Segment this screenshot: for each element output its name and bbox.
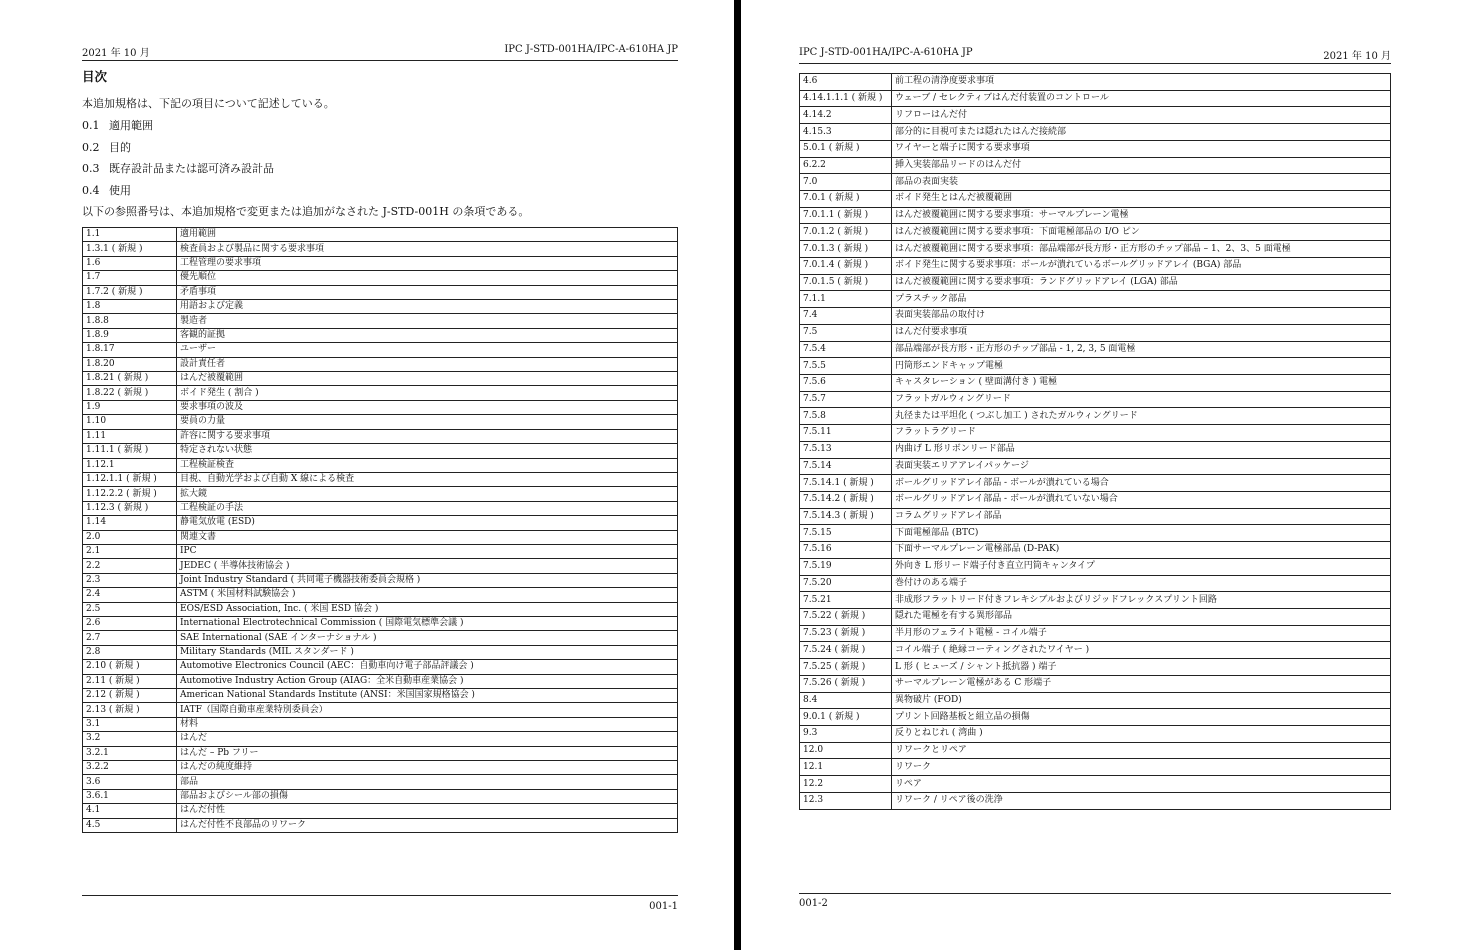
table-row bbox=[800, 726, 1391, 743]
header-date: 2021 年 10 月 bbox=[82, 48, 150, 59]
section-number: 2.0 bbox=[83, 530, 177, 544]
table-row bbox=[800, 207, 1391, 224]
section-number: 3.6.1 bbox=[83, 789, 177, 803]
scope-number: 0.1 bbox=[82, 119, 100, 132]
table-row bbox=[83, 300, 678, 314]
section-number: 1.8.9 bbox=[83, 328, 177, 342]
section-number: 3.2.1 bbox=[83, 746, 177, 760]
section-title: 目視、自動光学および自動 X 線による検査 bbox=[177, 472, 678, 486]
section-title: 前工程の清浄度要求事項 bbox=[892, 74, 1391, 91]
table-row bbox=[83, 761, 678, 775]
section-number: 1.3.1 ( 新規 ) bbox=[83, 242, 177, 256]
table-row bbox=[83, 689, 678, 703]
table-row bbox=[800, 374, 1391, 391]
section-title: 静電気放電 (ESD) bbox=[177, 516, 678, 530]
table-row bbox=[83, 530, 678, 544]
section-title: はんだ bbox=[177, 732, 678, 746]
table-row bbox=[800, 609, 1391, 626]
section-number: 2.13 ( 新規 ) bbox=[83, 703, 177, 717]
section-title: 下面電極部品 (BTC) bbox=[892, 525, 1391, 542]
section-number: 3.2.2 bbox=[83, 761, 177, 775]
section-title: 部分的に目視可または隠れたはんだ接続部 bbox=[892, 124, 1391, 141]
table-row bbox=[800, 692, 1391, 709]
table-row bbox=[83, 544, 678, 558]
section-number: 7.1.1 bbox=[800, 291, 892, 308]
section-title: 挿入実装部品リードのはんだ付 bbox=[892, 157, 1391, 174]
table-row bbox=[83, 804, 678, 818]
table-row bbox=[83, 372, 678, 386]
table-row bbox=[83, 357, 678, 371]
table-row bbox=[800, 508, 1391, 525]
section-title: 部品端部が長方形・正方形のチップ部品 - 1, 2, 3, 5 面電極 bbox=[892, 341, 1391, 358]
section-title: ボイド発生に関する要求事項：ボールが潰れているボールグリッドアレイ (BGA) 部品 bbox=[892, 257, 1391, 274]
table-row bbox=[800, 425, 1391, 442]
section-number: 7.5.26 ( 新規 ) bbox=[800, 675, 892, 692]
section-title: 工程管理の要求事項 bbox=[177, 256, 678, 270]
page-number: 001-2 bbox=[799, 898, 828, 909]
section-number: 1.14 bbox=[83, 516, 177, 530]
table-row bbox=[800, 157, 1391, 174]
scope-item bbox=[82, 182, 131, 198]
section-title: はんだ付要求事項 bbox=[892, 324, 1391, 341]
section-number: 2.11 ( 新規 ) bbox=[83, 674, 177, 688]
section-title: ボールグリッドアレイ部品 - ボールが潰れている場合 bbox=[892, 475, 1391, 492]
section-title: はんだ被覆範囲に関する要求事項：下面電極部品の I/O ピン bbox=[892, 224, 1391, 241]
table-row bbox=[800, 191, 1391, 208]
section-title: ウェーブ / セレクティブはんだ付装置のコントロール bbox=[892, 90, 1391, 107]
section-number: 4.14.2 bbox=[800, 107, 892, 124]
section-title: 隠れた電極を有する異形部品 bbox=[892, 609, 1391, 626]
table-row bbox=[83, 516, 678, 530]
section-title: Joint Industry Standard ( 共同電子機器技術委員会規格 ) bbox=[177, 573, 678, 587]
section-number: 1.11.1 ( 新規 ) bbox=[83, 444, 177, 458]
table-row bbox=[800, 257, 1391, 274]
scope-text: 使用 bbox=[109, 184, 131, 197]
section-title: はんだ付性 bbox=[177, 804, 678, 818]
scope-text: 目的 bbox=[109, 141, 131, 154]
section-number: 9.0.1 ( 新規 ) bbox=[800, 709, 892, 726]
section-title: 丸径または平坦化 ( つぶし加工 ) されたガルウィングリード bbox=[892, 408, 1391, 425]
section-number: 1.8.17 bbox=[83, 343, 177, 357]
table-row bbox=[83, 818, 678, 832]
section-number: 7.5.14.1 ( 新規 ) bbox=[800, 475, 892, 492]
section-title: フラットガルウィングリード bbox=[892, 391, 1391, 408]
section-number: 7.0.1.3 ( 新規 ) bbox=[800, 241, 892, 258]
section-number: 9.3 bbox=[800, 726, 892, 743]
table-row bbox=[83, 444, 678, 458]
section-title: Automotive Electronics Council (AEC：自動車向け電子部品評議会 ) bbox=[177, 660, 678, 674]
section-title: キャスタレーション ( 壁面溝付き ) 電極 bbox=[892, 374, 1391, 391]
section-title: EOS/ESD Association, Inc. ( 米国 ESD 協会 ) bbox=[177, 602, 678, 616]
section-title: 客観的証拠 bbox=[177, 328, 678, 342]
section-number: 7.0.1.2 ( 新規 ) bbox=[800, 224, 892, 241]
section-title: 特定されない状態 bbox=[177, 444, 678, 458]
section-number: 1.8.22 ( 新規 ) bbox=[83, 386, 177, 400]
table-row bbox=[83, 472, 678, 486]
table-row bbox=[83, 746, 678, 760]
section-title: コイル端子 ( 絶縁コーティングされたワイヤー ) bbox=[892, 642, 1391, 659]
section-title: 非成形フラットリード付きフレキシブルおよびリジッドフレックスプリント回路 bbox=[892, 592, 1391, 609]
section-number: 7.5.24 ( 新規 ) bbox=[800, 642, 892, 659]
section-number: 2.5 bbox=[83, 602, 177, 616]
footer-rule bbox=[82, 895, 678, 896]
table-row bbox=[83, 602, 678, 616]
section-number: 7.5.23 ( 新規 ) bbox=[800, 625, 892, 642]
section-number: 2.7 bbox=[83, 631, 177, 645]
section-title: L 形 ( ヒューズ / シャント抵抗器 ) 端子 bbox=[892, 659, 1391, 676]
section-title: 反りとねじれ ( 湾曲 ) bbox=[892, 726, 1391, 743]
section-title: 部品 bbox=[177, 775, 678, 789]
section-title: 表面実装部品の取付け bbox=[892, 308, 1391, 325]
section-title: リワーク / リペア後の洗浄 bbox=[892, 792, 1391, 809]
header-rule bbox=[799, 63, 1391, 64]
section-title: 外向き L 形リード端子付き直立円筒キャンタイプ bbox=[892, 558, 1391, 575]
scope-text: 既存設計品または認可済み設計品 bbox=[109, 162, 274, 175]
table-row bbox=[800, 74, 1391, 91]
section-number: 7.0.1.5 ( 新規 ) bbox=[800, 274, 892, 291]
section-title: ボールグリッドアレイ部品 - ボールが潰れていない場合 bbox=[892, 491, 1391, 508]
table-row bbox=[83, 631, 678, 645]
section-number: 7.5.14.3 ( 新規 ) bbox=[800, 508, 892, 525]
scope-number: 0.3 bbox=[82, 162, 100, 175]
section-number: 7.5.8 bbox=[800, 408, 892, 425]
scope-item bbox=[82, 117, 153, 133]
table-row bbox=[800, 291, 1391, 308]
section-title: はんだ – Pb フリー bbox=[177, 746, 678, 760]
header-date: 2021 年 10 月 bbox=[1323, 51, 1391, 62]
page-divider bbox=[734, 0, 741, 950]
table-row bbox=[800, 458, 1391, 475]
table-row bbox=[800, 90, 1391, 107]
section-number: 1.12.1 bbox=[83, 458, 177, 472]
header-doc-id: IPC J-STD-001HA/IPC-A-610HA JP bbox=[799, 47, 973, 58]
section-number: 1.12.3 ( 新規 ) bbox=[83, 501, 177, 515]
section-number: 2.12 ( 新規 ) bbox=[83, 689, 177, 703]
section-number: 1.8.20 bbox=[83, 357, 177, 371]
table-row bbox=[83, 386, 678, 400]
section-number: 1.12.1.1 ( 新規 ) bbox=[83, 472, 177, 486]
section-title: ASTM ( 米国材料試験協会 ) bbox=[177, 588, 678, 602]
section-number: 4.15.3 bbox=[800, 124, 892, 141]
table-row bbox=[83, 242, 678, 256]
section-title: 要求事項の波及 bbox=[177, 400, 678, 414]
section-title: 内曲げ L 形リボンリード部品 bbox=[892, 441, 1391, 458]
section-title: リフローはんだ付 bbox=[892, 107, 1391, 124]
section-number: 2.10 ( 新規 ) bbox=[83, 660, 177, 674]
section-title: はんだ付性不良部品のリワーク bbox=[177, 818, 678, 832]
section-number: 2.2 bbox=[83, 559, 177, 573]
table-row bbox=[83, 732, 678, 746]
section-title: 材料 bbox=[177, 717, 678, 731]
section-number: 2.6 bbox=[83, 616, 177, 630]
reference-table bbox=[82, 227, 678, 833]
table-row bbox=[800, 776, 1391, 793]
section-number: 12.0 bbox=[800, 742, 892, 759]
section-title: 異物破片 (FOD) bbox=[892, 692, 1391, 709]
table-row bbox=[800, 224, 1391, 241]
section-number: 7.0.1.4 ( 新規 ) bbox=[800, 257, 892, 274]
section-title: はんだ被覆範囲 bbox=[177, 372, 678, 386]
table-row bbox=[800, 792, 1391, 809]
reference-note: 以下の参照番号は、本追加規格で変更または追加がなされた J-STD-001H の条項である。 bbox=[82, 205, 530, 218]
section-title: 巻付けのある端子 bbox=[892, 575, 1391, 592]
section-number: 3.1 bbox=[83, 717, 177, 731]
section-number: 6.2.2 bbox=[800, 157, 892, 174]
table-row bbox=[800, 491, 1391, 508]
scope-item bbox=[82, 139, 131, 155]
section-number: 7.5.22 ( 新規 ) bbox=[800, 609, 892, 626]
table-row bbox=[83, 314, 678, 328]
section-number: 7.0.1.1 ( 新規 ) bbox=[800, 207, 892, 224]
table-row bbox=[83, 400, 678, 414]
section-title: 優先順位 bbox=[177, 271, 678, 285]
table-row bbox=[83, 415, 678, 429]
section-title: SAE International (SAE インターナショナル ) bbox=[177, 631, 678, 645]
table-row bbox=[800, 675, 1391, 692]
section-title: プリント回路基板と組立品の損傷 bbox=[892, 709, 1391, 726]
section-number: 12.3 bbox=[800, 792, 892, 809]
table-row bbox=[83, 228, 678, 242]
page-number: 001-1 bbox=[649, 901, 678, 912]
section-number: 7.5 bbox=[800, 324, 892, 341]
section-title: プラスチック部品 bbox=[892, 291, 1391, 308]
section-number: 7.5.19 bbox=[800, 558, 892, 575]
table-row bbox=[83, 674, 678, 688]
table-row bbox=[83, 501, 678, 515]
document-page-2 bbox=[741, 0, 1474, 950]
section-number: 12.1 bbox=[800, 759, 892, 776]
table-row bbox=[800, 341, 1391, 358]
section-title: リワークとリペア bbox=[892, 742, 1391, 759]
section-number: 4.14.1.1.1 ( 新規 ) bbox=[800, 90, 892, 107]
table-row bbox=[800, 742, 1391, 759]
table-row bbox=[800, 759, 1391, 776]
section-number: 3.6 bbox=[83, 775, 177, 789]
section-title: Automotive Industry Action Group (AIAG：全米自動車産業協会 ) bbox=[177, 674, 678, 688]
table-row bbox=[800, 441, 1391, 458]
table-row bbox=[800, 124, 1391, 141]
section-number: 7.4 bbox=[800, 308, 892, 325]
section-number: 4.6 bbox=[800, 74, 892, 91]
section-title: コラムグリッドアレイ部品 bbox=[892, 508, 1391, 525]
section-title: American National Standards Institute (ANSI：米国国家規格協会 ) bbox=[177, 689, 678, 703]
section-number: 7.5.14 bbox=[800, 458, 892, 475]
reference-table bbox=[799, 73, 1391, 810]
section-title: 検査員および製品に関する要求事項 bbox=[177, 242, 678, 256]
table-row bbox=[83, 458, 678, 472]
section-number: 7.5.13 bbox=[800, 441, 892, 458]
section-title: IPC bbox=[177, 544, 678, 558]
scope-number: 0.4 bbox=[82, 184, 100, 197]
header-doc-id: IPC J-STD-001HA/IPC-A-610HA JP bbox=[504, 44, 678, 55]
section-title: IATF（国際自動車産業特別委員会） bbox=[177, 703, 678, 717]
section-number: 7.5.7 bbox=[800, 391, 892, 408]
table-row bbox=[83, 256, 678, 270]
section-number: 1.12.2.2 ( 新規 ) bbox=[83, 487, 177, 501]
section-title: 下面サーマルプレーン電極部品 (D-PAK) bbox=[892, 542, 1391, 559]
section-number: 2.3 bbox=[83, 573, 177, 587]
table-row bbox=[83, 271, 678, 285]
table-row bbox=[800, 274, 1391, 291]
section-title: 部品およびシール部の損傷 bbox=[177, 789, 678, 803]
section-number: 7.5.6 bbox=[800, 374, 892, 391]
section-title: JEDEC ( 半導体技術協会 ) bbox=[177, 559, 678, 573]
table-row bbox=[800, 542, 1391, 559]
table-row bbox=[800, 709, 1391, 726]
section-title: ボイド発生とはんだ被覆範囲 bbox=[892, 191, 1391, 208]
section-number: 7.5.15 bbox=[800, 525, 892, 542]
scope-number: 0.2 bbox=[82, 141, 100, 154]
table-row bbox=[83, 645, 678, 659]
table-row bbox=[83, 285, 678, 299]
section-title: 半月形のフェライト電極 - コイル端子 bbox=[892, 625, 1391, 642]
section-title: 拡大鏡 bbox=[177, 487, 678, 501]
table-row bbox=[800, 408, 1391, 425]
section-number: 2.4 bbox=[83, 588, 177, 602]
scope-item bbox=[82, 160, 274, 176]
footer-rule bbox=[799, 893, 1391, 894]
section-number: 3.2 bbox=[83, 732, 177, 746]
document-page-1 bbox=[0, 0, 734, 950]
section-number: 7.5.21 bbox=[800, 592, 892, 609]
section-title: 円筒形エンドキャップ電極 bbox=[892, 358, 1391, 375]
section-title: 適用範囲 bbox=[177, 228, 678, 242]
section-title: 用語および定義 bbox=[177, 300, 678, 314]
section-number: 7.5.25 ( 新規 ) bbox=[800, 659, 892, 676]
section-title: はんだ被覆範囲に関する要求事項：サーマルプレーン電極 bbox=[892, 207, 1391, 224]
section-title: ユーザー bbox=[177, 343, 678, 357]
section-number: 7.5.11 bbox=[800, 425, 892, 442]
section-title: ボイド発生 ( 割合 ) bbox=[177, 386, 678, 400]
table-row bbox=[800, 625, 1391, 642]
section-title: リワーク bbox=[892, 759, 1391, 776]
header-rule bbox=[82, 60, 678, 61]
section-title: 設計責任者 bbox=[177, 357, 678, 371]
section-number: 1.8.21 ( 新規 ) bbox=[83, 372, 177, 386]
section-title: 工程検証の手法 bbox=[177, 501, 678, 515]
section-number: 12.2 bbox=[800, 776, 892, 793]
section-title: フラットラグリード bbox=[892, 425, 1391, 442]
table-row bbox=[800, 358, 1391, 375]
section-title: 工程検証検査 bbox=[177, 458, 678, 472]
section-number: 1.6 bbox=[83, 256, 177, 270]
table-row bbox=[800, 575, 1391, 592]
table-row bbox=[800, 107, 1391, 124]
section-title: はんだ被覆範囲に関する要求事項：部品端部が長方形・正方形のチップ部品 – 1、2、3、5 面電極 bbox=[892, 241, 1391, 258]
section-number: 1.8 bbox=[83, 300, 177, 314]
table-row bbox=[83, 429, 678, 443]
section-title: 表面実装エリアアレイパッケージ bbox=[892, 458, 1391, 475]
table-row bbox=[800, 525, 1391, 542]
section-title: はんだ被覆範囲に関する要求事項：ランドグリッドアレイ (LGA) 部品 bbox=[892, 274, 1391, 291]
section-number: 1.7 bbox=[83, 271, 177, 285]
section-title: 部品の表面実装 bbox=[892, 174, 1391, 191]
table-row bbox=[800, 241, 1391, 258]
page-title: 目次 bbox=[82, 69, 108, 84]
section-number: 1.9 bbox=[83, 400, 177, 414]
section-number: 7.5.16 bbox=[800, 542, 892, 559]
table-row bbox=[800, 475, 1391, 492]
section-number: 2.8 bbox=[83, 645, 177, 659]
table-row bbox=[83, 328, 678, 342]
section-title: リペア bbox=[892, 776, 1391, 793]
table-row bbox=[83, 616, 678, 630]
table-row bbox=[83, 660, 678, 674]
table-row bbox=[83, 559, 678, 573]
table-row bbox=[800, 642, 1391, 659]
table-row bbox=[800, 324, 1391, 341]
table-row bbox=[83, 487, 678, 501]
section-number: 7.5.5 bbox=[800, 358, 892, 375]
section-title: International Electrotechnical Commission ( 国際電気標準会議 ) bbox=[177, 616, 678, 630]
table-row bbox=[83, 343, 678, 357]
section-title: 許容に関する要求事項 bbox=[177, 429, 678, 443]
section-number: 2.1 bbox=[83, 544, 177, 558]
section-number: 4.5 bbox=[83, 818, 177, 832]
section-title: Military Standards (MIL スタンダード ) bbox=[177, 645, 678, 659]
intro-text: 本追加規格は、下記の項目について記述している。 bbox=[82, 97, 335, 110]
table-row bbox=[83, 573, 678, 587]
section-number: 8.4 bbox=[800, 692, 892, 709]
section-number: 1.11 bbox=[83, 429, 177, 443]
section-title: 製造者 bbox=[177, 314, 678, 328]
section-number: 1.10 bbox=[83, 415, 177, 429]
table-row bbox=[83, 775, 678, 789]
table-row bbox=[800, 558, 1391, 575]
table-row bbox=[83, 588, 678, 602]
section-title: ワイヤーと端子に関する要求事項 bbox=[892, 140, 1391, 157]
section-number: 4.1 bbox=[83, 804, 177, 818]
section-number: 7.5.4 bbox=[800, 341, 892, 358]
table-row bbox=[800, 174, 1391, 191]
section-title: サーマルプレーン電極がある C 形端子 bbox=[892, 675, 1391, 692]
section-number: 7.5.20 bbox=[800, 575, 892, 592]
section-number: 7.0 bbox=[800, 174, 892, 191]
table-row bbox=[800, 308, 1391, 325]
section-number: 5.0.1 ( 新規 ) bbox=[800, 140, 892, 157]
table-row bbox=[83, 703, 678, 717]
section-title: 関連文書 bbox=[177, 530, 678, 544]
table-row bbox=[83, 789, 678, 803]
scope-text: 適用範囲 bbox=[109, 119, 153, 132]
section-number: 1.7.2 ( 新規 ) bbox=[83, 285, 177, 299]
table-row bbox=[800, 391, 1391, 408]
table-row bbox=[800, 659, 1391, 676]
section-number: 7.0.1 ( 新規 ) bbox=[800, 191, 892, 208]
section-title: 矛盾事項 bbox=[177, 285, 678, 299]
section-title: 要員の力量 bbox=[177, 415, 678, 429]
table-row bbox=[800, 592, 1391, 609]
section-number: 1.8.8 bbox=[83, 314, 177, 328]
table-row bbox=[83, 717, 678, 731]
section-title: はんだの純度維持 bbox=[177, 761, 678, 775]
table-row bbox=[800, 140, 1391, 157]
section-number: 7.5.14.2 ( 新規 ) bbox=[800, 491, 892, 508]
section-number: 1.1 bbox=[83, 228, 177, 242]
